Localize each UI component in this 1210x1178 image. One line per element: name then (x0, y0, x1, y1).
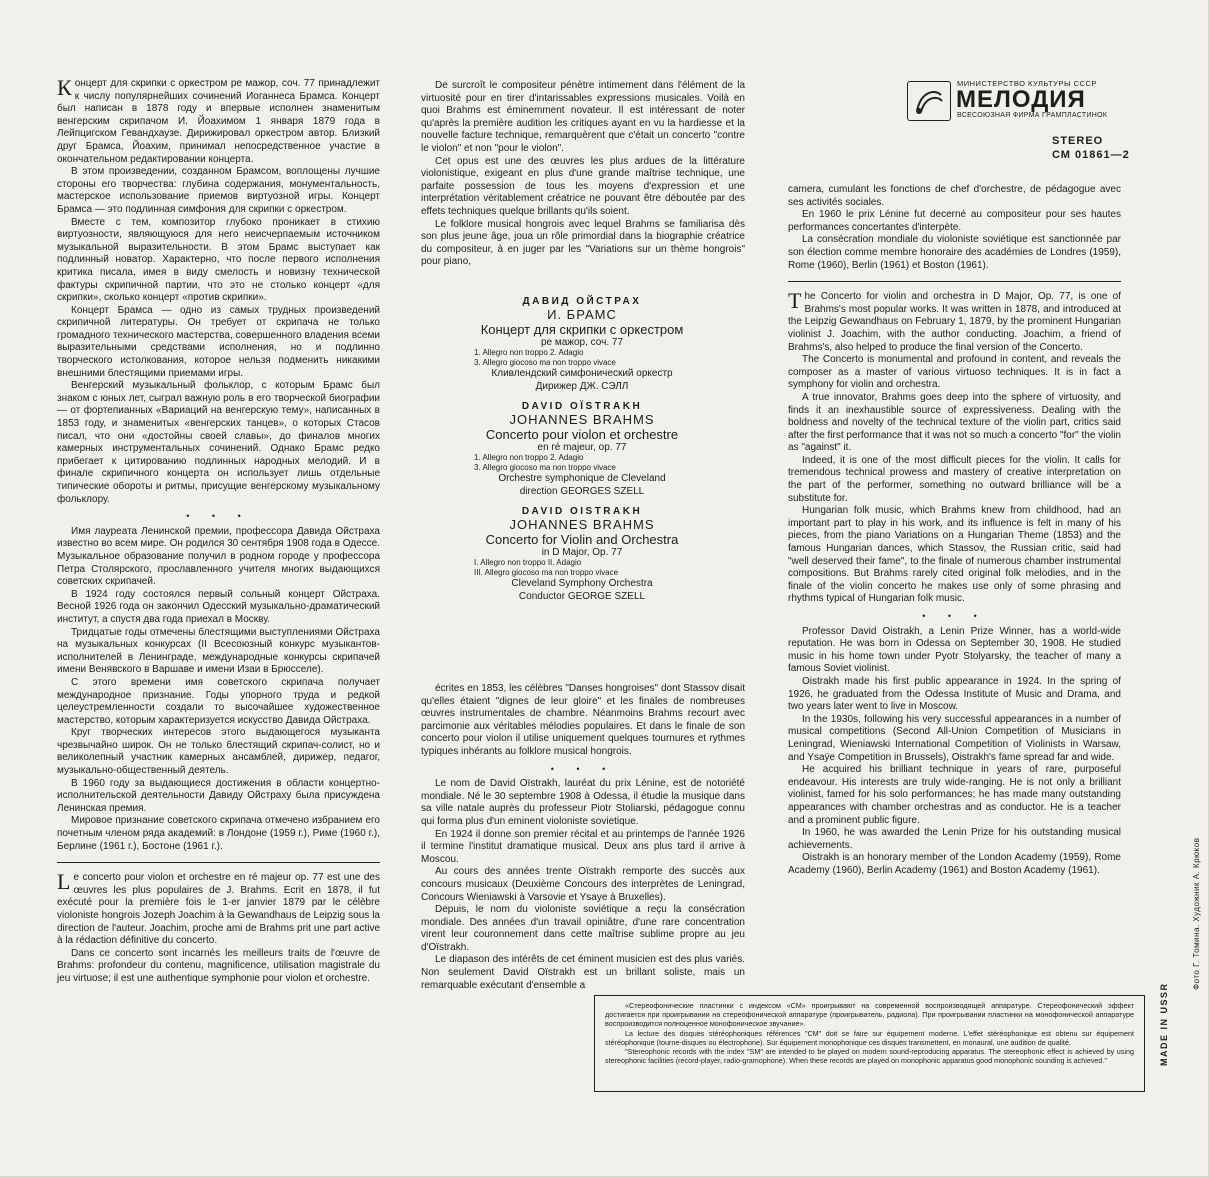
en-paragraph: Hungarian folk music, which Brahms knew from childhood, had an important part to play in his work, and its influence is felt in many of his pieces, from the piano Variations on a Hungarian Theme (1853) and the famous Hungarian dances, which Stassov, the Russian critic, said had "well deserved their fame", to the finale of numerous chamber instrumental compositions. But Brahms rarely cited original folk melodies, and in the finale of the violin concerto he makes use only of some phrasing and rhythms typical of Hungarian folk music. (788, 505, 1121, 605)
track-credits (452, 296, 712, 611)
ru-paragraph: В 1960 году за выдающиеся достижения в области концертно-исполнительской деятельности Давиду Ойстраху была присуждена Ленинская премия. (57, 777, 380, 814)
fr-paragraph: écrites en 1853, les célèbres "Danses hongroises" dont Stassov disait qu'elles étaient "dignes de leur gloire" et les finales de nombreuses œuvres instrumentales de chambre. Néanmoins Brahms recourt avec parcimonie aux véritables mélodies populaires. Et dans le finale de son concerto pour violon il utilise uniquement quelques tournures et rythmes typiques inhérants au folklore musical hongrois. (421, 683, 745, 757)
ru-paragraph: Круг творческих интересов этого выдающегося музыканта чрезвычайно широк. Он не только блестящий скрипач-солист, но и великолепный участник камерных ансамблей, дирижер, педагог, музыкально-общественный деятель. (57, 727, 380, 777)
work-title: Concerto pour violon et orchestre (485, 427, 679, 442)
conductor-name: Дирижер ДЖ. СЭЛЛ (535, 380, 629, 392)
stereo-block (1052, 134, 1130, 162)
en-paragraph: Oistrakh is an honorary member of the London Academy (1959), Rome Academy (1960), Berlin Academy (1961) and Boston Academy (1961). (788, 852, 1121, 876)
fr-paragraph: Au cours des années trente Oïstrakh remporte des succès aux concours musicaux (Deuxième Concours des interprètes de Leningrad, Concours Wieniawski à Varsovie et Ysaye à Bruxelles). (421, 866, 745, 903)
ru-paragraph: Вместе с тем, композитор глубоко проникает в стихию виртуозности, являющуюся для него неисчерпаемым источником музыкальной выразительности. В этом Брамс выступает как подлинный новатор. Характерно, что после первого исполнения критика писала, имея в виду смелость и новизну технической фактуры скрипичной партии, что это не столько концерт «для скрипки», сколько концерт «против скрипки». (57, 216, 380, 304)
fr-paragraph: Le nom de David Oïstrakh, lauréat du prix Lénine, est de notoriété mondiale. Né le 30 septembre 1908 à Odessa, il étudie la musique dans sa ville natale auprès du professeur Piotr Stoliarski, pédagogue connu qui forma plus d'un eminent violoniste sovietique. (421, 778, 745, 827)
section-divider (788, 281, 1121, 282)
movements: 3. Allegro giocoso ma non troppo vivace (474, 358, 616, 367)
made-in-ussr: MADE IN USSR (1159, 982, 1169, 1066)
en-paragraph: The Concerto for violin and orchestra in D Major, Op. 77, is one of Brahms's most popular works. It was written in 1878, and introduced at the Leipzig Gewandhaus on February 1, 1879, by the prominent Hungarian violinist J. Joachim, with the author conducting. Joachim, a friend of Brahms's, also helped to produce the final version of the Concerto. (788, 288, 1121, 353)
en-paragraph: Professor David Oistrakh, a Lenin Prize Winner, has a world-wide reputation. He was born in Odessa on September 30, 1908. He studied music in his home town under Pyotr Stolyarsky, the teacher of many a famous Soviet violinist. (788, 625, 1121, 675)
credits-ru (452, 296, 712, 393)
ru-paragraph: Концерт Брамса — одно из самых трудных произведений скрипичной литературы. Он требует от скрипача не только громадного технического мастерства, совершенного владения всеми выразительными средствами исполнения, но и подлинно творческого истолкования, которое нельзя подменить никакими внешними блестящими приемами игры. (57, 304, 380, 379)
orchestra-name: Cleveland Symphony Orchestra (511, 578, 653, 589)
fr-paragraph: Dans ce concerto sont incarnés les meilleurs traits de l'œuvre de Brahms: profondeur du contenu, magnificence, utilisation magistrale du jeu virtuose; il est une authentique symphonie pour violon et orchestre. (57, 947, 380, 984)
separator-dots: • • • (186, 511, 251, 522)
orchestra-name: Кливлендский симфонический оркестр (491, 368, 673, 379)
fr-paragraph: Depuis, le nom du violoniste soviétique a reçu la consécration mondiale. Des années d'un travail opiniâtre, d'une rare concentration virent leur couronnement dans cette maîtrise sublime propre au jeu d'Oïstrakh. (421, 904, 745, 953)
artist-name: DAVID OÏSTRAKH (521, 401, 643, 412)
column-russian (57, 75, 380, 986)
notice-ru: «Стереофонические пластинки с индексом «СМ» проигрывают на современной воспроизводящей аппаратуре. Стереофонический эффект достигается при проигрывании на стереофонической аппаратуре (проигрыватель, радиола). При проигрывании пластинки на монофонической аппаратуре воспроизводится полноценное монофоническое звучание». (605, 1001, 1134, 1029)
credits-en (452, 506, 712, 603)
movements: I. Allegro non troppo II. Adagio (474, 558, 582, 567)
fr-paragraph: En 1960 le prix Lénine fut decerné au compositeur pour ses hautes performances concertantes d'interpète. (788, 209, 1121, 233)
movements: III. Allegro giocoso ma non troppo vivace (474, 568, 619, 577)
artist-name: DAVID OISTRAKH (521, 506, 643, 517)
ru-paragraph: С этого времени имя советского скрипача получает международное признание. Годы упорного труда и редкой целеустремленности создали то высочайшее художественное мастерство, которым характеризуется искусство Давида Ойстраха. (57, 676, 380, 726)
ru-paragraph: Имя лауреата Ленинской премии, профессора Давида Ойстраха известно во всем мире. Он родился 30 сентября 1908 года в Одессе. Музыкальное образование получил в родном городе у профессора Петра Столярского, прославленного учителя многих выдающихся советских скрипачей. (57, 525, 380, 588)
work-title: Concerto for Violin and Orchestra (485, 532, 679, 547)
artist-name: ДАВИД ОЙСТРАХ (522, 296, 642, 307)
notice-fr: La lecture des disques stéréophoniques références "CM" doit se faire sur équipement moderne. L'effet stéréophonique est obtenu sur équipement stéréophonique (tourne-disques ou électrophone). Sur équipement monophonique ces disques transmettent, en monaural, une audition de qualité. (605, 1028, 1134, 1047)
fr-paragraph: camera, cumulant les fonctions de chef d'orchestre, de pédagogue avec ses activités sociales. (788, 184, 1121, 208)
column-english (788, 184, 1121, 877)
stereo-label: STEREO (1052, 135, 1104, 147)
en-paragraph: He acquired his brilliant technique in years of rare, purposeful endeavour. His interests are truly wide-ranging. He is not only a brilliant violinist, famed for his solo performances; he has made many outstanding appearances with chamber orchestras and as conductor. He is a teacher and a prominent public figure. (788, 764, 1121, 826)
ru-paragraph: Мировое признание советского скрипача отмечено избранием его почетным членом ряда академий: в Лондоне (1959 г.), Риме (1960 г.), Берлине (1961 г.), Бостоне (1961 г.). (57, 815, 380, 852)
ru-paragraph: Тридцатые годы отмечены блестящими выступлениями Ойстраха на музыкальных конкурсах (II Всесоюзный конкурс музыкантов-исполнителей в Ленинграде, международные конкурсы скрипачей имени Венявского в Варшаве и имени Изаи в Брюсселе). (57, 626, 380, 676)
credits-fr (452, 401, 712, 498)
notice-en: "Stereophonic records with the index "SM" are intended to be played on modern sound-reproducing apparatus. The stereophonic effect is achieved by using stereophonic facilities (record-player, radio-gramophone). When these records are played on monophonic apparatus good monophonic sounding is achieved." (605, 1047, 1134, 1066)
column-french-bottom (421, 683, 745, 992)
melodiya-emblem-icon (907, 81, 951, 121)
fr-paragraph: Cet opus est une des œuvres les plus ardues de la littérature violonistique, exigeant en plus d'une grande maîtrise technique, une parfaite possession de tous les moyens d'expression et une interprétation véritablement créatrice ne pouvant être déboutée par des effets techniques quelque brillants qu'ils soient. (421, 155, 745, 217)
separator-dots: • • • (550, 763, 616, 774)
fr-paragraph: La consécration mondiale du violoniste soviétique est sanctionnée par son élection comme membre honoraire des académies de Londres (1959), Rome (1960), Berlin (1961) et Boston (1961). (788, 234, 1121, 271)
en-paragraph: A true innovator, Brahms goes deep into the sphere of virtuosity, and finds it an inexhaustible source of expressiveness. Dealing with the boldness and novelty of the technical texture of the violin part, critics said after the first performance that it was not so much a concerto "for" the violin as "against" it. (788, 391, 1121, 454)
column-french-top (421, 80, 745, 269)
melodiya-logo (907, 79, 1139, 121)
ru-paragraph: В 1924 году состоялся первый сольный концерт Ойстраха. Весной 1926 года он закончил Одесский музыкально-драматический институт, а спустя два года приехал в Москву. (57, 588, 380, 625)
conductor-name: direction GEORGES SZELL (519, 485, 645, 497)
work-key: en ré majeur, op. 77 (537, 442, 627, 453)
en-paragraph: Oistrakh made his first public appearance in 1924. In the spring of 1926, he graduated from the Odessa Institute of Music and Drama, and two years later went to live in Moscow. (788, 675, 1121, 713)
en-paragraph: The Concerto is monumental and profound in content, and reveals the composer as a master of various virtuoso techniques. It is in fact a symphony for violin and orchestra. (788, 354, 1121, 391)
fr-paragraph: De surcroît le compositeur pénètre intimement dans l'élément de la virtuosité pour en tirer d'intarissables expressions musicales. Voilà en quoi Brahms est éminemment novateur. Il est intéressant de noter qu'après la première audition les critiques ayant en vu la hardiesse et la nouvelle facture technique, remarquèrent que c'était un concerto "contre le violon" et non "pour le violon". (421, 80, 745, 154)
fr-paragraph: Le diapason des intérêts de cet éminent musicien est des plus variés. Non seulement David Oïstrakh est un brillant soliste, mais un remarquable exécutant d'ensemble a (421, 954, 745, 991)
ru-paragraph: Концерт для скрипки с оркестром ре мажор, соч. 77 принадлежит к числу популярнейших сочинений Иоганнеса Брамса. Концерт был написан в 1878 году и впервые исполнен знаменитым венгерским скрипачом И. Йоахимом 1 января 1879 года в Лейпцигском Гевандхаузе. Дирижировал оркестром автор. Близкий друг Брамса, Йоахим, принимал непосредственное участие в окончательном редактировании концерта. (57, 75, 380, 165)
ministry-text: МИНИСТЕРСТВО КУЛЬТУРЫ СССР (957, 79, 1097, 88)
fr-paragraph: Le concerto pour violon et orchestre en ré majeur op. 77 est une des œuvres les plus populaires de J. Brahms. Ecrit en 1878, il fut exécuté pour la première fois le 1-er janvier 1879 par le célèbre violoniste hongrois Jozeph Joachim à la Gewandhaus de Leipzig sous la direction de l'auteur. Joachim, proche ami de Brahms prit une part active à la rédaction définitive du concerto. (57, 869, 380, 947)
composer-name: JOHANNES BRAHMS (509, 517, 655, 532)
movements: 1. Allegro non troppo 2. Adagio (474, 453, 584, 462)
separator-dots: • • • (922, 611, 987, 621)
section-divider (57, 862, 380, 863)
ru-paragraph: Венгерский музыкальный фольклор, с которым Брамс был знаком с юных лет, сыграл важную роль в его творческой биографии — от фортепианных «Вариаций на венгерскую тему», написанных в 1853 году, и знаменитых «венгерских танцев», о которых Стасов писал, что они «достойны своей славы», до финалов многих камерных инструментальных сочинений. Однако Брамс редко прибегает к цитированию подлинных народных мелодий. И в финале скрипичного концерта он использует лишь отдельные типические обороты и ритмы, присущие венгерскому музыкальному фольклору. (57, 380, 380, 505)
ru-paragraph: В этом произведении, созданном Брамсом, воплощены лучшие стороны его творчества: глубина содержания, монументальность, мастерское использование приемов виртуозной игры. Концерт Брамса — это подлинная симфония для скрипки с оркестром. (57, 166, 380, 215)
work-key: in D Major, Op. 77 (541, 547, 623, 558)
work-title: Концерт для скрипки с оркестром (480, 322, 684, 337)
conductor-name: Conductor GEORGE SZELL (518, 590, 646, 602)
composer-name: И. БРАМС (547, 307, 617, 322)
photo-credit: Фото Г. Томина. Художник А. Крюков (1192, 837, 1201, 990)
stereo-notice-box (594, 995, 1145, 1092)
fr-paragraph: En 1924 il donne son premier récital et au printemps de l'année 1926 il termine l'institut dramatique musical. Deux ans plus tard il arrive à Moscou. (421, 828, 745, 865)
catalog-number: СМ 01861—2 (1052, 149, 1130, 161)
en-paragraph: In 1960, he was awarded the Lenin Prize for his outstanding musical achievements. (788, 827, 1121, 851)
firm-text: ВСЕСОЮЗНАЯ ФИРМА ГРАМПЛАСТИНОК (957, 112, 1108, 119)
composer-name: JOHANNES BRAHMS (509, 412, 655, 427)
brand-name: МЕЛОДИЯ (956, 86, 1086, 113)
fr-paragraph: Le folklore musical hongrois avec lequel Brahms se familiarisa dès son plus jeune âge, joua un rôle primordial dans la biographie créatrice du compositeur, à en juger par les "Variations sur un thème hongrois" pour piano, (421, 218, 745, 268)
en-paragraph: In the 1930s, following his very successful appearances in a number of musical competitions (Second All-Union Competition of Musicians in Leningrad, Wieniawski International Competition of Violinists in Warsaw, and Ysaÿe Competition in Brussels), Oistrakh's fame spread far and wide. (788, 713, 1121, 763)
movements: 1. Allegro non troppo 2. Adagio (474, 348, 584, 357)
orchestra-name: Orchestre symphonique de Cleveland (498, 473, 666, 484)
work-key: ре мажор, соч. 77 (540, 337, 624, 348)
en-paragraph: Indeed, it is one of the most difficult pieces for the violin. It calls for tremendous technical prowess and mastery of creative interpretation on the part of the performer, something no outward brilliance will be a substitute for. (788, 454, 1121, 504)
movements: 3. Allegro giocoso ma non troppo vivace (474, 463, 616, 472)
